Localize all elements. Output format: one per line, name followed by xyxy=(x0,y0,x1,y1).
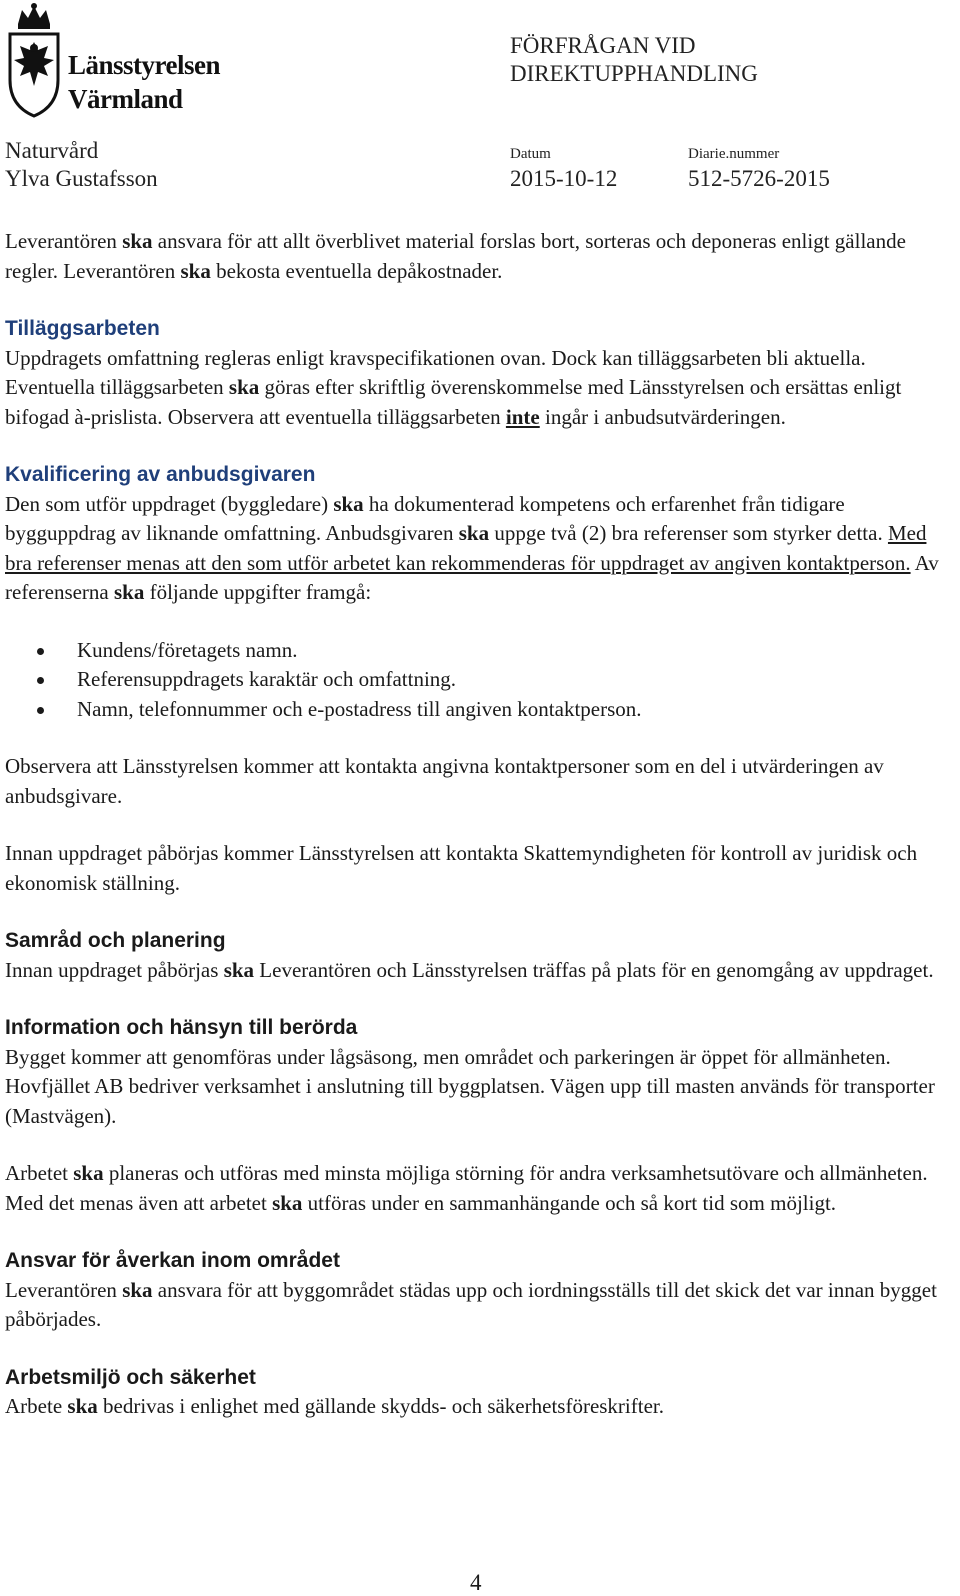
org-name-line2: Värmland xyxy=(68,84,183,114)
department: Naturvård xyxy=(5,138,99,163)
document-type xyxy=(510,32,758,88)
samrad-paragraph: Innan uppdraget påbörjas ska Leverantören och Länsstyrelsen träffas på plats för en genomgång av uppdraget. xyxy=(5,957,934,982)
kval-paragraph: Den som utför uppdraget (byggledare) ska ha dokumenterad kompetens och erfarenhet från tidigare bygguppdrag av liknande omfattning. Anbudsgivaren ska uppge två (2) bra referenser som styrker detta. Med bra referenser menas att den som utför arbetet kan rekommenderas för uppdraget av angiven kontaktperson. Av referenserna ska följande uppgifter framgå: xyxy=(5,491,939,604)
heading-arbetsmiljo: Arbetsmiljö och säkerhet xyxy=(5,1365,256,1389)
kval-tax-paragraph: Innan uppdraget påbörjas kommer Länsstyrelsen att kontakta Skattemyndigheten för kontroll av juridisk och ekonomisk ställning. xyxy=(5,841,918,895)
info-paragraph-2: Arbetet ska planeras och utföras med minsta möjliga störning för andra verksamhetsutövare och allmänheten. Med det menas även att arbetet ska utföras under en sammanhängande och så kort tid som möjligt. xyxy=(5,1161,928,1215)
date-label: Datum xyxy=(510,146,551,162)
reference-requirements-list xyxy=(5,636,955,725)
list-item: Kundens/företagets namn. xyxy=(5,636,955,666)
heading-ansvar: Ansvar för åverkan inom området xyxy=(5,1249,340,1272)
diary-label: Diarie.nummer xyxy=(688,146,780,162)
heading-kvalificering: Kvalificering av anbudsgivaren xyxy=(5,463,316,486)
list-item: Namn, telefonnummer och e-postadress till angiven kontaktperson. xyxy=(5,695,955,725)
crown-eagle-icon xyxy=(4,2,64,120)
kval-note-paragraph: Observera att Länsstyrelsen kommer att kontakta angivna kontaktpersoner som en del i utvärderingen av anbudsgivare. xyxy=(5,754,884,808)
heading-tillaggsarbeten: Tilläggsarbeten xyxy=(5,317,160,340)
org-logo xyxy=(4,2,234,120)
intro-paragraph: Leverantören ska ansvara för att allt överblivet material forslas bort, sorteras och deponeras enligt gällande regler. Leverantören ska bekosta eventuella depåkostnader. xyxy=(5,229,906,283)
contact-person: Ylva Gustafsson xyxy=(5,166,158,191)
org-name-line1: Länsstyrelsen xyxy=(68,50,221,80)
list-item: Referensuppdragets karaktär och omfattning. xyxy=(5,665,955,695)
tillagg-paragraph: Uppdragets omfattning regleras enligt kravspecifikationen ovan. Dock kan tilläggsarbeten bli aktuella. Eventuella tilläggsarbeten ska göras efter skriftlig överenskommelse med Länsstyrelsen och ersättas enligt bifogad à-prislista. Observera att eventuella tilläggsarbeten inte ingår i anbudsutvärderingen. xyxy=(5,345,902,429)
info-paragraph-1: Bygget kommer att genomföras under lågsäsong, men området och parkeringen är öppet för allmänheten. Hovfjället AB bedriver verksamhet i anslutning till byggplatsen. Vägen upp till masten används för transporter (Mastvägen). xyxy=(5,1044,935,1128)
document-body xyxy=(5,227,955,1422)
arbetsmiljo-paragraph: Arbete ska bedrivas i enlighet med gällande skydds- och säkerhetsföreskrifter. xyxy=(5,1394,664,1418)
date-value: 2015-10-12 xyxy=(510,166,618,191)
document-type-line2: DIREKTUPPHANDLING xyxy=(510,61,758,86)
ansvar-paragraph: Leverantören ska ansvara för att byggområdet städas upp och iordningsställs till det skick det var innan bygget påbörjades. xyxy=(5,1277,937,1331)
document-type-line1: FÖRFRÅGAN VID xyxy=(510,33,696,58)
diary-value: 512-5726-2015 xyxy=(688,166,830,191)
heading-information: Information och hänsyn till berörda xyxy=(5,1016,358,1039)
heading-samrad: Samråd och planering xyxy=(5,929,226,952)
page-number: 4 xyxy=(470,1570,482,1595)
